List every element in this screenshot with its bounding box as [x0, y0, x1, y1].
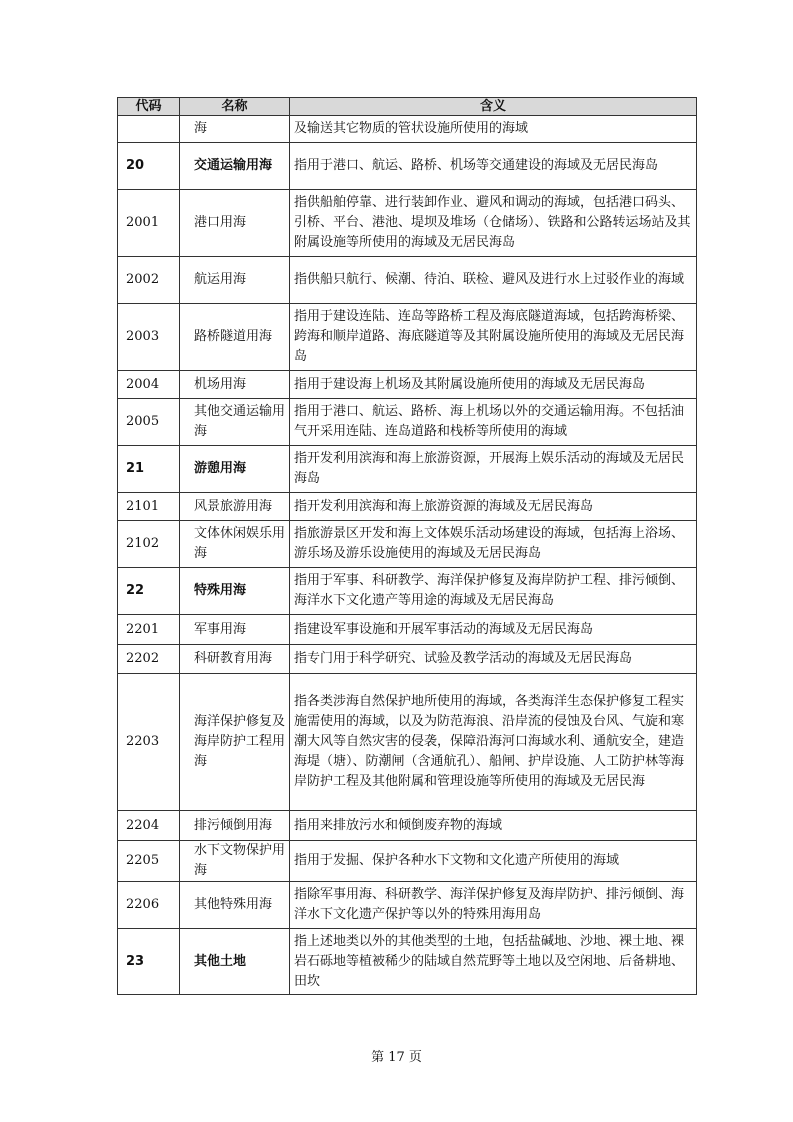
- cell-name: 其他特殊用海: [180, 882, 290, 929]
- table-row: [118, 143, 697, 190]
- header-meaning: 含义: [290, 98, 697, 116]
- cell-name: 水下文物保护用海: [180, 841, 290, 882]
- table-row: [118, 811, 697, 841]
- table-row: [118, 841, 697, 882]
- cell-code: 2202: [118, 645, 180, 674]
- cell-code: 2201: [118, 615, 180, 645]
- header-name: 名称: [180, 98, 290, 116]
- table-header-row: [118, 98, 697, 116]
- cell-meaning: 指专门用于科学研究、试验及教学活动的海域及无居民海岛: [290, 645, 697, 674]
- cell-name: 科研教育用海: [180, 645, 290, 674]
- cell-name: 港口用海: [180, 190, 290, 257]
- cell-code: 2203: [118, 674, 180, 811]
- table-row: [118, 257, 697, 304]
- cell-name: 其他土地: [180, 929, 290, 995]
- page-number: 第 17 页: [371, 1050, 422, 1065]
- table-row: [118, 521, 697, 568]
- cell-code: 2101: [118, 493, 180, 521]
- table-row: [118, 929, 697, 995]
- cell-name: 特殊用海: [180, 568, 290, 615]
- cell-name: 路桥隧道用海: [180, 304, 290, 371]
- cell-code: 2003: [118, 304, 180, 371]
- cell-name: 交通运输用海: [180, 143, 290, 190]
- cell-code: 2002: [118, 257, 180, 304]
- header-code: 代码: [118, 98, 180, 116]
- cell-name: 军事用海: [180, 615, 290, 645]
- cell-code: 20: [118, 143, 180, 190]
- cell-meaning: 指用于港口、航运、路桥、机场等交通建设的海域及无居民海岛: [290, 143, 697, 190]
- cell-meaning: 指用来排放污水和倾倒废弃物的海域: [290, 811, 697, 841]
- cell-meaning: 指建设军事设施和开展军事活动的海域及无居民海岛: [290, 615, 697, 645]
- table-row: [118, 399, 697, 446]
- table-row: [118, 190, 697, 257]
- cell-meaning: 指上述地类以外的其他类型的土地，包括盐碱地、沙地、裸土地、裸岩石砾地等植被稀少的陆域自然荒野等土地以及空闲地、后备耕地、田坎: [290, 929, 697, 995]
- cell-meaning: 指供船只航行、候潮、待泊、联检、避风及进行水上过驳作业的海域: [290, 257, 697, 304]
- table-row: [118, 615, 697, 645]
- cell-meaning: 指除军事用海、科研教学、海洋保护修复及海岸防护、排污倾倒、海洋水下文化遗产保护等以外的特殊用海用岛: [290, 882, 697, 929]
- table-row: [118, 371, 697, 399]
- cell-name: 文体休闲娱乐用海: [180, 521, 290, 568]
- cell-meaning: 指旅游景区开发和海上文体娱乐活动场建设的海域，包括海上浴场、游乐场及游乐设施使用的海域及无居民海岛: [290, 521, 697, 568]
- cell-code: [118, 116, 180, 143]
- table-row: [118, 493, 697, 521]
- table-row: [118, 116, 697, 143]
- cell-meaning: 指用于建设海上机场及其附属设施所使用的海域及无居民海岛: [290, 371, 697, 399]
- cell-name: 海: [180, 116, 290, 143]
- table-row: [118, 304, 697, 371]
- cell-name: 机场用海: [180, 371, 290, 399]
- cell-meaning: 指开发利用滨海和海上旅游资源的海域及无居民海岛: [290, 493, 697, 521]
- cell-code: 23: [118, 929, 180, 995]
- cell-meaning: 指用于发掘、保护各种水下文物和文化遗产所使用的海域: [290, 841, 697, 882]
- table-row: [118, 568, 697, 615]
- cell-name: 海洋保护修复及海岸防护工程用海: [180, 674, 290, 811]
- cell-code: 2004: [118, 371, 180, 399]
- cell-meaning: 指各类涉海自然保护地所使用的海域，各类海洋生态保护修复工程实施需使用的海域，以及为防范海浪、沿岸流的侵蚀及台风、气旋和寒潮大风等自然灾害的侵袭，保障沿海河口海域水利、通航安全，建造海堤（塘）、防潮闸（含通航孔）、船闸、护岸设施、人工防护林等海岸防护工程及其他附属和管理设施等所使用的海域及无居民海: [290, 674, 697, 811]
- cell-meaning: 指用于建设连陆、连岛等路桥工程及海底隧道海域，包括跨海桥梁、跨海和顺岸道路、海底隧道等及其附属设施所使用的海域及无居民海岛: [290, 304, 697, 371]
- cell-meaning: 及输送其它物质的管状设施所使用的海域: [290, 116, 697, 143]
- cell-code: 2102: [118, 521, 180, 568]
- cell-name: 其他交通运输用海: [180, 399, 290, 446]
- table-body: [118, 116, 697, 995]
- cell-meaning: 指供船舶停靠、进行装卸作业、避风和调动的海域，包括港口码头、引桥、平台、港池、堤坝及堆场（仓储场）、铁路和公路转运场站及其附属设施等所使用的海域及无居民海岛: [290, 190, 697, 257]
- table-row: [118, 882, 697, 929]
- cell-code: 22: [118, 568, 180, 615]
- cell-code: 2005: [118, 399, 180, 446]
- table-row: [118, 645, 697, 674]
- cell-meaning: 指开发利用滨海和海上旅游资源，开展海上娱乐活动的海域及无居民海岛: [290, 446, 697, 493]
- cell-code: 2206: [118, 882, 180, 929]
- cell-code: 21: [118, 446, 180, 493]
- cell-code: 2205: [118, 841, 180, 882]
- cell-meaning: 指用于军事、科研教学、海洋保护修复及海岸防护工程、排污倾倒、海洋水下文化遗产等用途的海域及无居民海岛: [290, 568, 697, 615]
- land-use-classification-table: [117, 97, 697, 995]
- cell-name: 风景旅游用海: [180, 493, 290, 521]
- cell-code: 2001: [118, 190, 180, 257]
- cell-name: 排污倾倒用海: [180, 811, 290, 841]
- table-row: [118, 674, 697, 811]
- cell-name: 游憩用海: [180, 446, 290, 493]
- cell-meaning: 指用于港口、航运、路桥、海上机场以外的交通运输用海。不包括油气开采用连陆、连岛道路和栈桥等所使用的海域: [290, 399, 697, 446]
- cell-name: 航运用海: [180, 257, 290, 304]
- cell-code: 2204: [118, 811, 180, 841]
- table-row: [118, 446, 697, 493]
